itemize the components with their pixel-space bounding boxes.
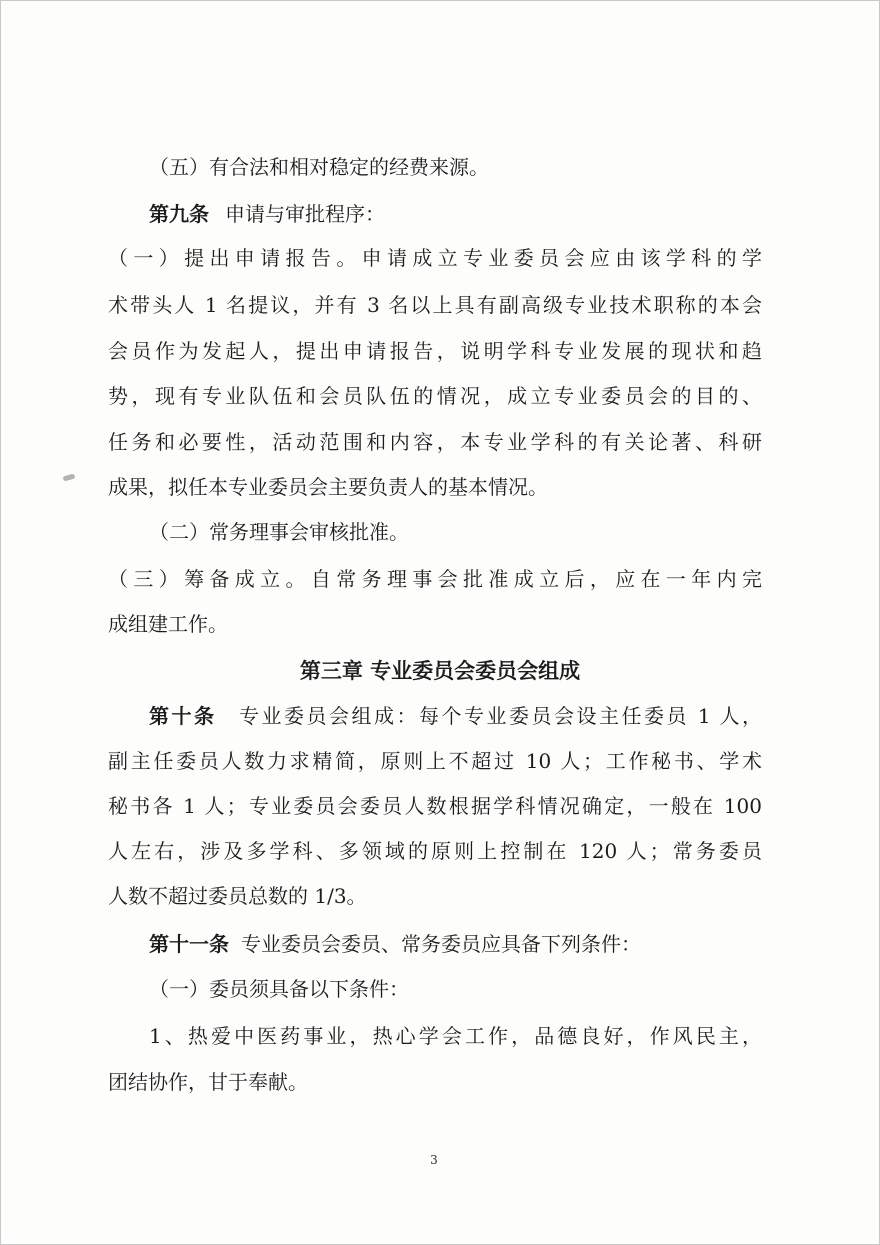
article-9-para1-line2: 术带头人 1 名提议，并有 3 名以上具有副高级专业技术职称的本会 [108, 293, 762, 317]
article-9-para1-line1: （一）提出申请报告。申请成立专业委员会应由该学科的学 [108, 246, 762, 270]
item-5: （五）有合法和相对稳定的经费来源。 [149, 155, 489, 179]
article-10-line2: 副主任委员人数力求精简，原则上不超过 10 人；工作秘书、学术 [108, 749, 762, 773]
article-10-line5: 人数不超过委员总数的 1/3。 [108, 884, 367, 908]
article-11-title: 专业委员会委员、常务委员应具备下列条件： [241, 932, 641, 956]
article-9-para1-line6: 成果，拟任本专业委员会主要负责人的基本情况。 [108, 475, 548, 499]
article-10-text: 专业委员会组成：每个专业委员会设主任委员 1 人， [236, 704, 762, 728]
article-9-para3-line1: （三）筹备成立。自常务理事会批准成立后，应在一年内完 [108, 567, 762, 591]
article-9-label: 第九条 [149, 202, 209, 226]
article-10-line4: 人左右，涉及多学科、多领域的原则上控制在 120 人；常务委员 [108, 839, 762, 863]
article-9-para1-line4: 势，现有专业队伍和会员队伍的情况，成立专业委员会的目的、 [108, 384, 762, 408]
article-9-para1-line3: 会员作为发起人，提出申请报告，说明学科专业发展的现状和趋 [108, 339, 762, 363]
scan-smudge [63, 474, 76, 482]
article-10-line1 [149, 704, 762, 728]
article-9-title: 申请与审批程序： [225, 202, 385, 226]
article-11-heading [149, 932, 641, 956]
page-number: 3 [430, 1153, 438, 1167]
chapter-3-title: 第三章 专业委员会委员会组成 [299, 659, 581, 683]
article-9-para1-line5: 任务和必要性，活动范围和内容，本专业学科的有关论著、科研 [108, 430, 762, 454]
article-9-heading [149, 202, 385, 226]
article-9-para2: （二）常务理事会审核批准。 [149, 520, 409, 544]
article-11-label: 第十一条 [149, 932, 229, 956]
article-9-para3-line2: 成组建工作。 [108, 612, 228, 636]
article-10-label: 第十条 [149, 704, 217, 728]
article-11-para2-line1: 1、热爱中医药事业，热心学会工作，品德良好，作风民主， [149, 1024, 762, 1048]
article-10-line3: 秘书各 1 人；专业委员会委员人数根据学科情况确定，一般在 100 [108, 794, 762, 818]
article-11-para1: （一）委员须具备以下条件： [149, 977, 409, 1001]
article-11-para2-line2: 团结协作，甘于奉献。 [108, 1070, 308, 1094]
